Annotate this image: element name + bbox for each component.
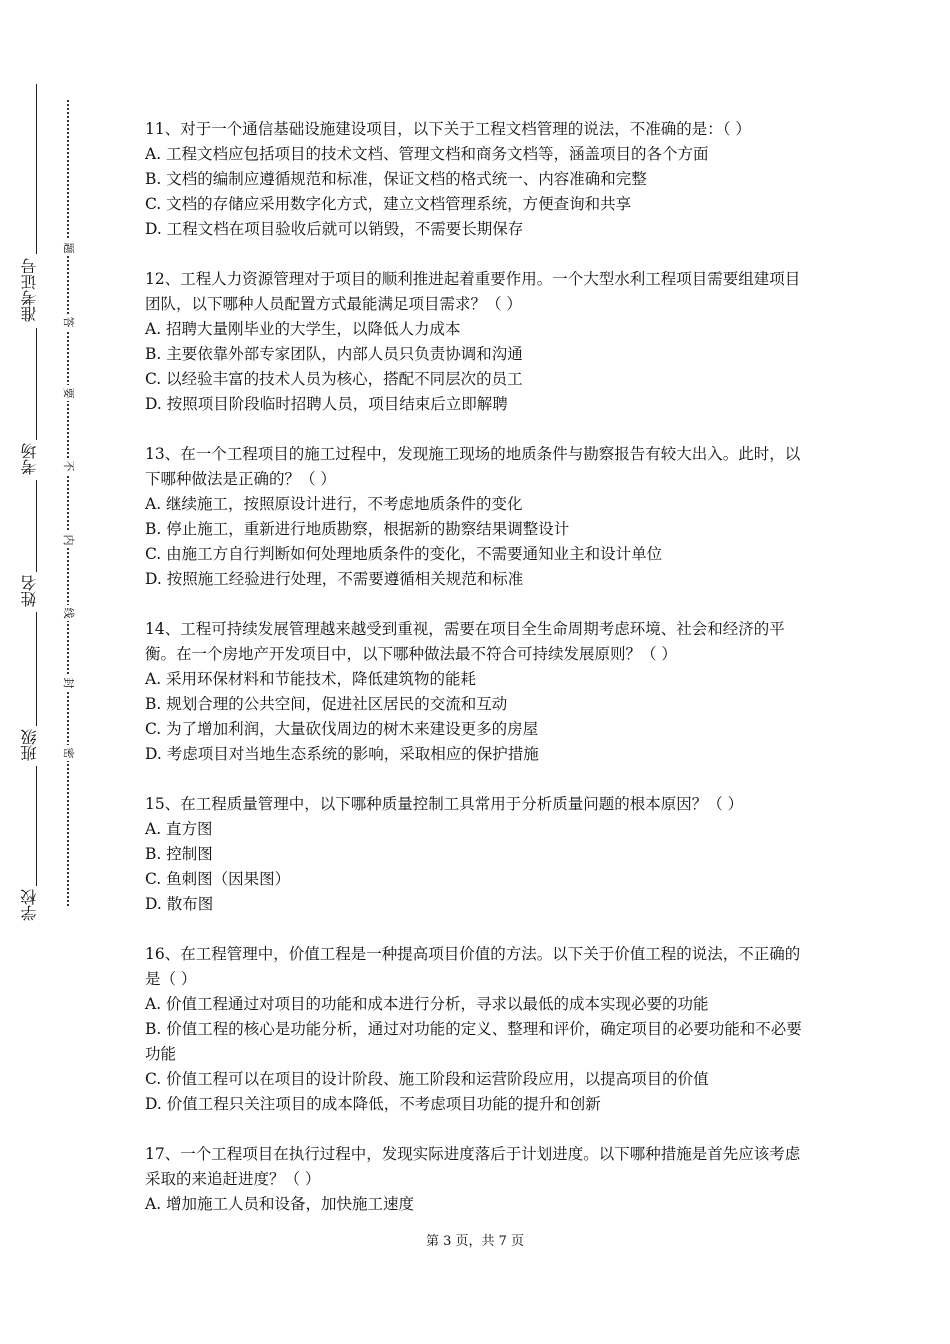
name-label: 姓名 <box>20 575 39 607</box>
question-text: 12、工程人力资源管理对于项目的顺利推进起着重要作用。一个大型水利工程项目需要组建项目团队，以下哪种人员配置方式最能满足项目需求？（ ） <box>145 270 801 313</box>
margin-underline <box>36 480 37 572</box>
option-c: C. 以经验丰富的技术人员为核心，搭配不同层次的员工 <box>145 370 523 388</box>
exam-content <box>145 117 815 1242</box>
option-d: D. 工程文档在项目验收后就可以销毁，不需要长期保存 <box>145 220 524 238</box>
margin-underline <box>36 328 37 440</box>
seal-char: 要 <box>60 385 76 401</box>
option-b: B. 文档的编制应遵循规范和标准，保证文档的格式统一、内容准确和完整 <box>145 170 647 188</box>
option-a: A. 价值工程通过对项目的功能和成本进行分析，寻求以最低的成本实现必要的功能 <box>145 995 709 1013</box>
seal-char: 封 <box>60 675 76 691</box>
seal-char: 题 <box>60 240 76 256</box>
question-14 <box>145 617 815 767</box>
option-a: A. 增加施工人员和设备，加快施工速度 <box>145 1195 415 1213</box>
option-d: D. 考虑项目对当地生态系统的影响，采取相应的保护措施 <box>145 745 539 763</box>
class-label: 班级 <box>20 729 39 761</box>
question-16 <box>145 942 815 1117</box>
question-text: 11、对于一个通信基础设施建设项目，以下关于工程文档管理的说法，不准确的是：（ ） <box>145 120 751 138</box>
margin-underline <box>36 766 37 886</box>
option-b: B. 规划合理的公共空间，促进社区居民的交流和互动 <box>145 695 508 713</box>
option-a: A. 直方图 <box>145 820 213 838</box>
option-d: D. 按照项目阶段临时招聘人员，项目结束后立即解聘 <box>145 395 508 413</box>
option-b: B. 控制图 <box>145 845 213 863</box>
option-a: A. 采用环保材料和节能技术，降低建筑物的能耗 <box>145 670 477 688</box>
seal-dotted-line <box>67 100 69 906</box>
option-d: D. 按照施工经验进行处理，不需要遵循相关规范和标准 <box>145 570 524 588</box>
option-c: C. 鱼刺图（因果图） <box>145 870 291 888</box>
question-text: 15、在工程质量管理中，以下哪种质量控制工具常用于分析质量问题的根本原因？（ ） <box>145 795 744 813</box>
question-17 <box>145 1142 815 1217</box>
option-a: A. 工程文档应包括项目的技术文档、管理文档和商务文档等，涵盖项目的各个方面 <box>145 145 709 163</box>
option-d: D. 散布图 <box>145 895 214 913</box>
seal-char: 答 <box>60 314 76 330</box>
seal-char: 密 <box>60 745 76 761</box>
question-text: 14、工程可持续发展管理越来越受到重视，需要在项目全生命周期考虑环境、社会和经济的平衡。在一个房地产开发项目中，以下哪种做法最不符合可持续发展原则？（ ） <box>145 620 785 663</box>
seal-char: 不 <box>60 458 76 474</box>
question-text: 17、一个工程项目在执行过程中，发现实际进度落后于计划进度。以下哪种措施是首先应该考虑采取的来追赶进度？（ ） <box>145 1145 801 1188</box>
seal-char: 内 <box>60 532 76 548</box>
option-a: A. 继续施工，按照原设计进行，不考虑地质条件的变化 <box>145 495 523 513</box>
question-11 <box>145 117 815 242</box>
option-b: B. 停止施工，重新进行地质勘察，根据新的勘察结果调整设计 <box>145 520 570 538</box>
option-c: C. 价值工程可以在项目的设计阶段、施工阶段和运营阶段应用，以提高项目的价值 <box>145 1070 709 1088</box>
exam-room-label: 考场 <box>20 443 39 475</box>
school-label: 学校 <box>20 889 39 921</box>
option-c: C. 文档的存储应采用数字化方式，建立文档管理系统，方便查询和共享 <box>145 195 632 213</box>
option-a: A. 招聘大量刚毕业的大学生，以降低人力成本 <box>145 320 461 338</box>
option-d: D. 价值工程只关注项目的成本降低，不考虑项目功能的提升和创新 <box>145 1095 601 1113</box>
question-text: 16、在工程管理中，价值工程是一种提高项目价值的方法。以下关于价值工程的说法，不正确的是（ ） <box>145 945 801 988</box>
question-15 <box>145 792 815 917</box>
option-c: C. 由施工方自行判断如何处理地质条件的变化，不需要通知业主和设计单位 <box>145 545 663 563</box>
question-text: 13、在一个工程项目的施工过程中，发现施工现场的地质条件与勘察报告有较大出入。此时，以下哪种做法是正确的？（ ） <box>145 445 801 488</box>
option-b: B. 主要依靠外部专家团队，内部人员只负责协调和沟通 <box>145 345 523 363</box>
option-b: B. 价值工程的核心是功能分析，通过对功能的定义、整理和评价，确定项目的必要功能和不必要功能 <box>145 1020 802 1063</box>
margin-underline <box>36 84 37 254</box>
page-footer <box>0 1230 950 1249</box>
page-number: 第 3 页，共 7 页 <box>425 1234 525 1249</box>
option-c: C. 为了增加利润，大量砍伐周边的树木来建设更多的房屋 <box>145 720 539 738</box>
question-12 <box>145 267 815 417</box>
question-13 <box>145 442 815 592</box>
margin-underline <box>36 612 37 726</box>
seal-char: 线 <box>60 605 76 621</box>
admission-number-label: 准考证号 <box>20 258 39 322</box>
